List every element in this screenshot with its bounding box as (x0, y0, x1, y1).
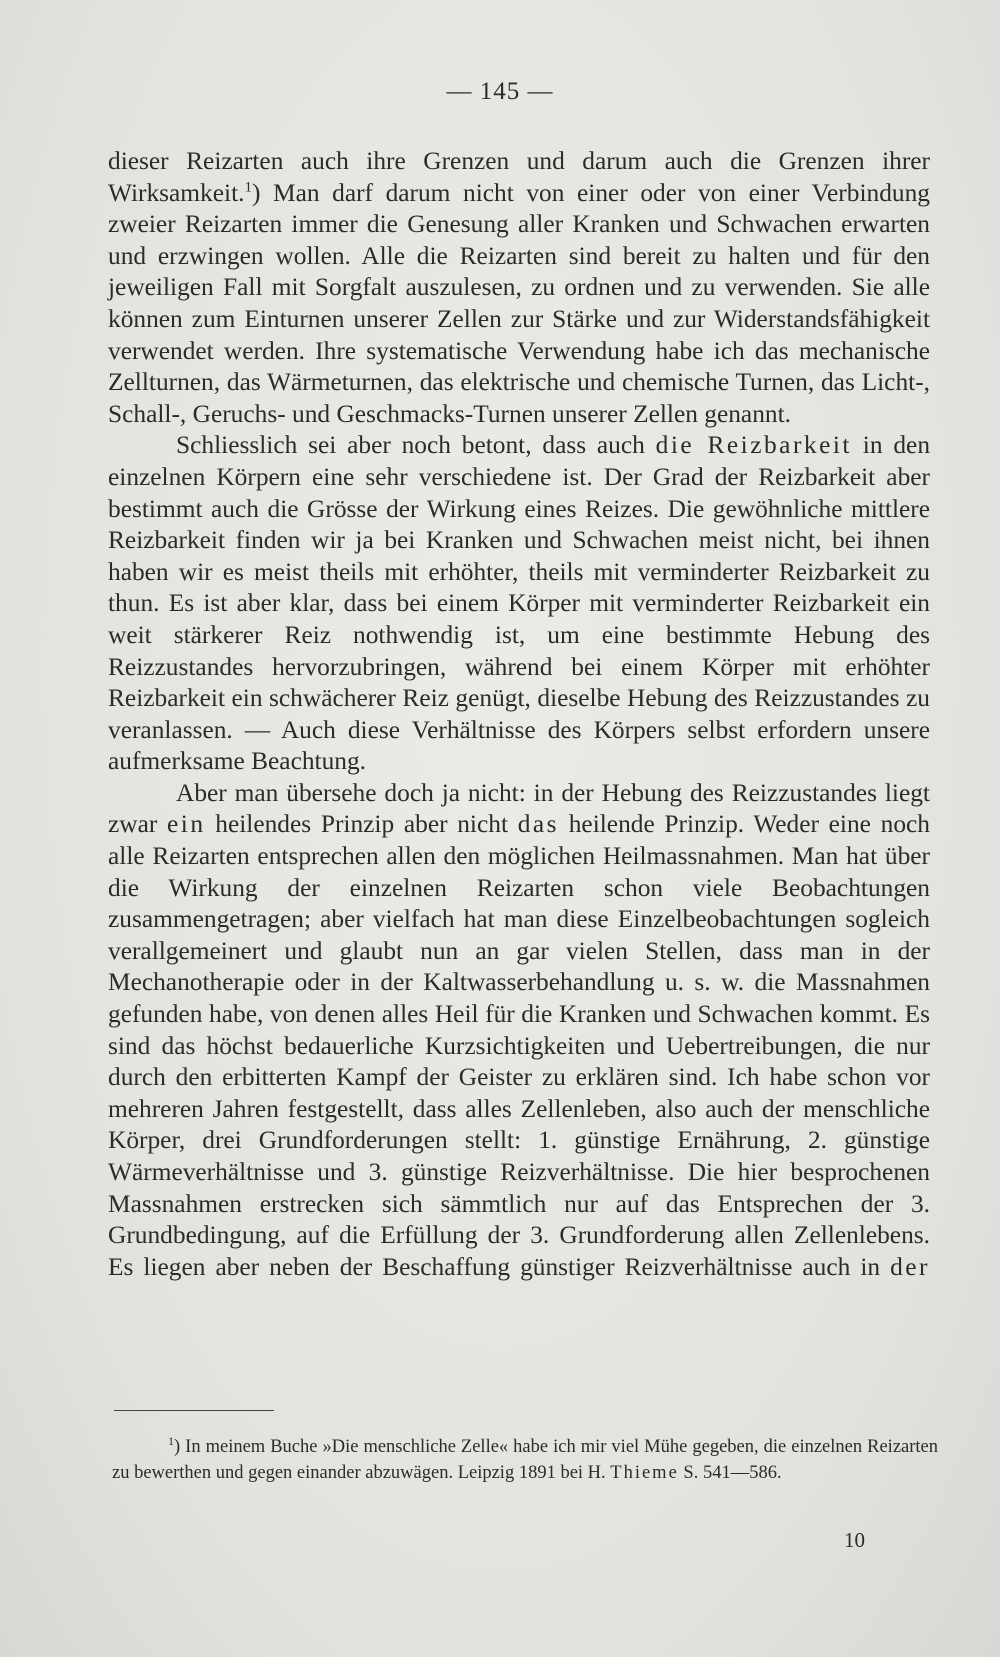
footnote-publisher: Thieme (610, 1463, 679, 1484)
emphasized-text: der (890, 1252, 930, 1281)
footnote-text-after: S. 541—586. (678, 1463, 782, 1484)
text-segment: heilende Prinzip. Weder eine noch alle Reizarten entsprechen allen den möglichen Heilmassnahmen. Man hat über die Wirkung der einzelnen Reizarten schon viele Beobachtungen zusammengetragen; aber vielfach hat man diese Einzelbeobachtungen sogleich verallgemeinert und glaubt nun an gar vielen Stellen, dass man in der Mechanotherapie oder in der Kaltwasserbehandlung u. s. w. die Massnahmen gefunden habe, von denen alles Heil für die Kranken und Schwachen kommt. Es sind das höchst bedauerliche Kurzsichtigkeiten und Uebertreibungen, die nur durch den erbitterten Kampf der Geister zu erklären sind. Ich habe schon vor mehreren Jahren festgestellt, dass alles Zellenleben, also auch der menschliche Körper, drei Grundforderungen stellt: 1. günstige Ernährung, 2. günstige Wärmeverhältnisse und 3. günstige Reizverhältnisse. Die hier besprochenen Massnahmen erstrecken sich sämmtlich nur auf das Entsprechen der 3. Grundbedingung, auf die Erfüllung der 3. Grundforderung allen Zellenlebens. Es liegen aber neben der Beschaffung günstiger Reizverhältnisse auch in (108, 810, 930, 1281)
text-segment: dieser Reizarten auch ihre Grenzen und darum auch die Grenzen ihrer Wirksamkeit. (108, 147, 930, 207)
signature-mark: 10 (844, 1528, 865, 1552)
paragraph-1 (108, 146, 930, 430)
paragraph-2 (108, 430, 930, 778)
emphasized-text: die Reizbarkeit (655, 431, 852, 460)
emphasized-text: das (517, 810, 560, 839)
text-segment: Schliesslich sei aber noch betont, dass auch (176, 431, 656, 460)
footnote-marker: 1 (168, 1434, 174, 1448)
text-segment: ) Man darf darum nicht von einer oder von einer Verbindung zweier Reizarten immer die Genesung aller Kranken und Schwachen erwarten und erzwingen wollen. Alle die Reizarten sind bereit zu halten und für den jeweiligen Fall mit Sorgfalt auszulesen, zu ordnen und zu verwenden. Sie alle können zum Einturnen unserer Zellen zur Stärke und zur Widerstandsfähigkeit verwendet werden. Ihre systematische Verwendung habe ich das mechanische Zellturnen, das Wärmeturnen, das elektrische und chemische Turnen, das Licht-, Schall-, Geruchs- und Geschmacks-Turnen unserer Zellen genannt. (108, 178, 930, 428)
page-number: — 145 — (446, 78, 554, 105)
footnote-text-before: ) In meinem Buche »Die menschliche Zelle« habe ich mir viel Mühe gegeben, die einzelnen Reizarten zu bewerthen und gegen einander abzuwägen. Leipzig 1891 bei H. (112, 1437, 938, 1484)
footnote-divider (114, 1410, 274, 1411)
footnote-reference: 1 (244, 179, 252, 196)
paragraph-3 (108, 778, 930, 1284)
body-text (108, 146, 930, 1283)
text-segment: heilendes Prinzip aber nicht (205, 810, 518, 839)
footnote-paragraph (112, 1428, 938, 1486)
text-segment: Aber man übersehe doch ja nicht: in der Hebung des Reizzustandes liegt zwar (108, 778, 930, 839)
text-segment: in den einzelnen Körpern eine sehr verschiedene ist. Der Grad der Reizbarkeit aber bestimmt auch die Grösse der Wirkung eines Reizes. Die gewöhnliche mittlere Reizbarkeit finden wir ja bei Kranken und Schwachen meist nicht, bei ihnen haben wir es meist theils mit erhöhter, theils mit verminderter Reizbarkeit zu thun. Es ist aber klar, dass bei einem Körper mit verminderter Reizbarkeit ein weit stärkerer Reiz nothwendig ist, um eine bestimmte Hebung des Reizzustandes hervorzubringen, während bei einem Körper mit erhöhter Reizbarkeit ein schwächerer Reiz genügt, dieselbe Hebung des Reizzustandes zu veranlassen. — Auch diese Verhältnisse des Körpers selbst erfordern unsere aufmerksame Beachtung. (108, 431, 931, 776)
footnote (112, 1428, 938, 1486)
emphasized-text: ein (167, 810, 206, 839)
